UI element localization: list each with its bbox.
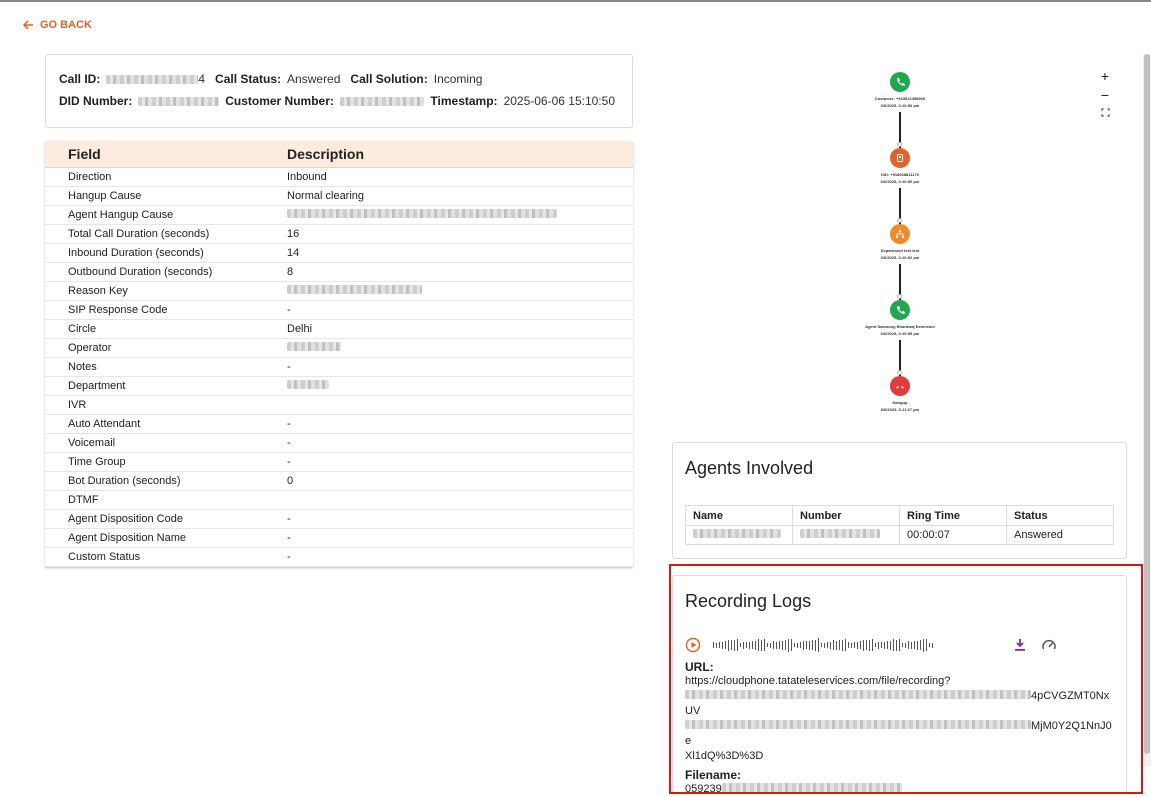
flow-handle (897, 370, 902, 375)
table-row (45, 281, 633, 300)
url-line-2-tail: 4pCVGZMT0NxUV (685, 690, 1110, 717)
agent-status-cell: Answered (1007, 526, 1114, 545)
field-cell: Voicemail (45, 433, 287, 452)
description-cell: - (287, 452, 633, 471)
description-cell (287, 376, 633, 395)
description-cell: 8 (287, 262, 633, 281)
field-cell: Bot Duration (seconds) (45, 471, 287, 490)
flow-node-caption (850, 399, 950, 413)
description-cell (287, 338, 633, 357)
go-back-label: GO BACK (40, 19, 92, 31)
field-header: Field (45, 141, 287, 167)
flow-node-label: Hangup (892, 400, 908, 405)
agent-number-cell (793, 526, 900, 545)
page-scrollbar[interactable] (1143, 54, 1151, 766)
field-cell: DTMF (45, 490, 287, 509)
table-header-row (45, 141, 633, 167)
description-cell: Inbound (287, 167, 633, 186)
table-row (45, 300, 633, 319)
field-cell: Circle (45, 319, 287, 338)
description-cell (287, 281, 633, 300)
flow-node-label: Customer: +919621498966 (874, 96, 926, 101)
did-number-label: DID Number: (59, 94, 133, 108)
table-row (45, 224, 633, 243)
hangup-icon (895, 381, 905, 391)
flow-handle (897, 294, 902, 299)
call-status-value: Answered (287, 72, 341, 86)
description-cell (287, 395, 633, 414)
field-cell: SIP Response Code (45, 300, 287, 319)
fit-view-icon (1101, 108, 1110, 117)
table-row (45, 547, 633, 566)
field-cell: Agent Disposition Code (45, 509, 287, 528)
flow-node-caption (850, 171, 950, 185)
call-status-label: Call Status: (215, 72, 282, 86)
redacted-value (287, 285, 422, 294)
field-cell: Department (45, 376, 287, 395)
flow-node-time: 6/6/2025, 3:11:07 pm (880, 407, 920, 412)
table-row (45, 262, 633, 281)
table-row (45, 509, 633, 528)
flow-node-time: 6/6/2025, 3:10:50 pm (880, 103, 920, 108)
agents-col-number: Number (793, 506, 900, 526)
field-cell: Outbound Duration (seconds) (45, 262, 287, 281)
description-cell: - (287, 414, 633, 433)
agent-name-cell (686, 526, 793, 545)
flow-node[interactable] (890, 224, 910, 244)
description-cell: - (287, 528, 633, 547)
recording-highlight-outline (669, 564, 1143, 794)
description-cell (287, 490, 633, 509)
call-id-tail: 4 (198, 72, 206, 86)
field-cell: Notes (45, 357, 287, 376)
flow-node-label: Department test test (880, 248, 920, 253)
description-cell: - (287, 357, 633, 376)
table-row (45, 452, 633, 471)
call-flow-diagram[interactable] (860, 72, 940, 417)
call-id-redacted (106, 75, 198, 84)
fit-view-button[interactable] (1096, 105, 1114, 123)
table-row (45, 528, 633, 547)
description-cell (287, 205, 633, 224)
field-cell: Inbound Duration (seconds) (45, 243, 287, 262)
description-cell: - (287, 300, 633, 319)
table-row (45, 376, 633, 395)
recording-logs-title: Recording Logs (685, 591, 812, 611)
flow-node[interactable] (890, 148, 910, 168)
field-cell: Agent Disposition Name (45, 528, 287, 547)
filename-label: Filename: (685, 768, 742, 782)
url-line-1: https://cloudphone.tatateleservices.com/file/recording? (685, 675, 951, 687)
description-cell: 14 (287, 243, 633, 262)
scrollbar-thumb[interactable] (1144, 54, 1150, 754)
timestamp-value: 2025-06-06 15:10:50 (503, 94, 615, 108)
flow-node-time: 6/6/2025, 3:10:59 pm (880, 331, 920, 336)
customer-number-redacted (340, 97, 425, 106)
flow-node-caption (850, 323, 950, 337)
table-row (45, 414, 633, 433)
department-icon (895, 229, 905, 239)
zoom-in-button[interactable]: + (1100, 68, 1110, 84)
flow-handle (897, 218, 902, 223)
flow-node-caption (850, 247, 950, 261)
agents-col-name: Name (686, 506, 793, 526)
field-cell: Direction (45, 167, 287, 186)
flow-node-label: DID: +918068811170 (881, 172, 919, 177)
table-row (45, 357, 633, 376)
agent-ring-time-cell: 00:00:07 (900, 526, 1007, 545)
agents-col-status: Status (1007, 506, 1114, 526)
description-cell: Delhi (287, 319, 633, 338)
redacted-value (287, 342, 341, 351)
flow-node[interactable] (890, 300, 910, 320)
call-solution-label: Call Solution: (350, 72, 428, 86)
flow-node[interactable] (890, 376, 910, 396)
table-row (45, 167, 633, 186)
did-number-redacted (138, 97, 219, 106)
url-line-3-tail: MjM0Y2Q1NnJ0e (685, 720, 1112, 747)
description-cell: 16 (287, 224, 633, 243)
did-icon (895, 153, 905, 163)
field-cell: Auto Attendant (45, 414, 287, 433)
description-cell: - (287, 433, 633, 452)
table-row (45, 243, 633, 262)
table-row (45, 433, 633, 452)
url-line-4: Xl1dQ%3D%3D (685, 750, 764, 762)
field-cell: Agent Hangup Cause (45, 205, 287, 224)
description-cell: - (287, 547, 633, 566)
zoom-out-button[interactable]: − (1100, 87, 1110, 103)
phone-icon (895, 77, 905, 87)
agents-table (685, 505, 1114, 545)
call-id-label: Call ID: (59, 72, 101, 86)
flow-node-time: 6/6/2025, 3:10:52 pm (880, 255, 920, 260)
table-row (45, 395, 633, 414)
table-row (45, 490, 633, 509)
call-details-table (45, 141, 633, 567)
call-solution-value: Incoming (433, 72, 483, 86)
customer-number-label: Customer Number: (225, 94, 334, 108)
redacted-value (287, 380, 329, 389)
go-back-link[interactable] (22, 19, 92, 31)
flow-node-caption (850, 95, 950, 109)
agents-involved-title: Agents Involved (685, 458, 814, 478)
call-summary-card (45, 54, 633, 128)
timestamp-label: Timestamp: (430, 94, 498, 108)
description-cell: 0 (287, 471, 633, 490)
flow-node[interactable] (890, 72, 910, 92)
agents-involved-card (672, 442, 1127, 559)
field-cell: Total Call Duration (seconds) (45, 224, 287, 243)
field-cell: Hangup Cause (45, 186, 287, 205)
table-row (45, 186, 633, 205)
redacted-value (287, 209, 557, 218)
table-row (45, 205, 633, 224)
description-cell: - (287, 509, 633, 528)
flow-handle (897, 142, 902, 147)
phone-icon (895, 305, 905, 315)
description-cell: Normal clearing (287, 186, 633, 205)
description-header: Description (287, 141, 633, 167)
field-cell: Operator (45, 338, 287, 357)
field-cell: Custom Status (45, 547, 287, 566)
filename-head: 059239 (685, 783, 722, 795)
url-label: URL: (685, 660, 714, 674)
table-row (45, 338, 633, 357)
table-row (45, 319, 633, 338)
agents-col-ring-time: Ring Time (900, 506, 1007, 526)
agents-header-row (686, 506, 1114, 526)
table-row (45, 471, 633, 490)
field-cell: IVR (45, 395, 287, 414)
flow-node-label: Agent Samsung Bhardwaj Extension (865, 324, 935, 329)
arrow-left-icon (22, 19, 34, 31)
flow-node-time: 6/6/2025, 3:10:50 pm (880, 179, 920, 184)
field-cell: Reason Key (45, 281, 287, 300)
field-cell: Time Group (45, 452, 287, 471)
table-row (686, 526, 1114, 545)
